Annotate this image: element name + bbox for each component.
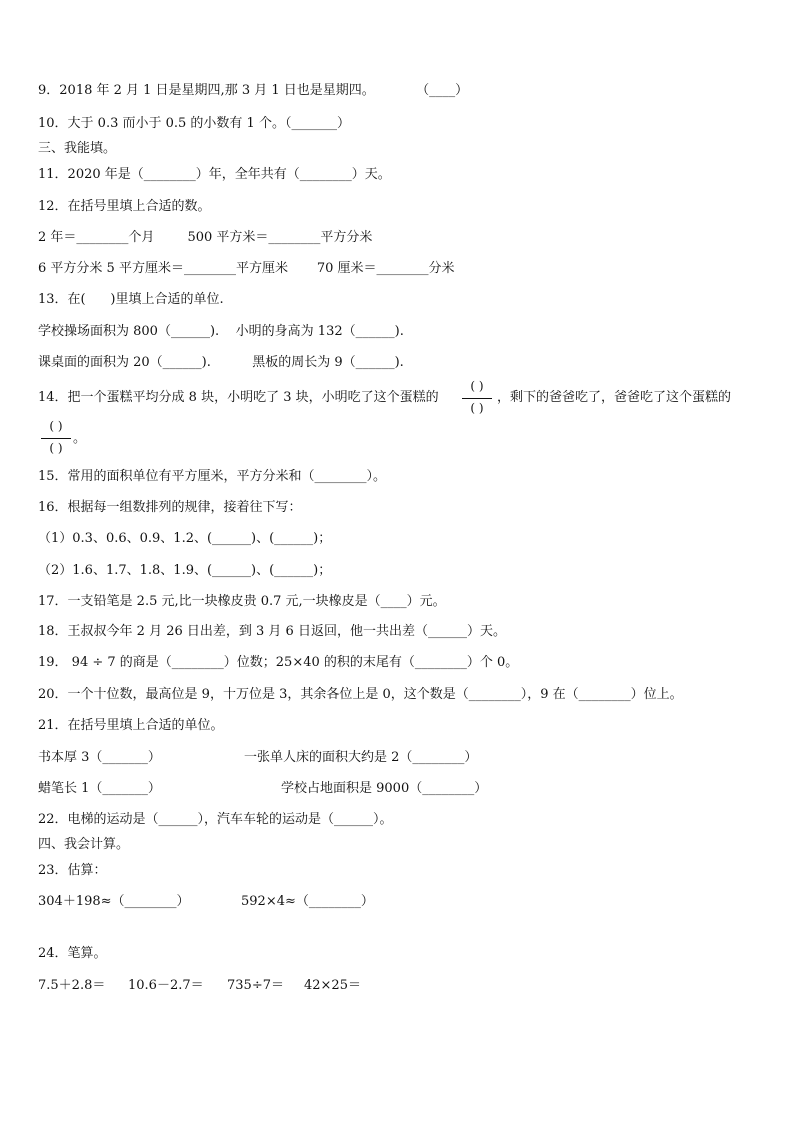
question-22: 22．电梯的运动是（______），汽车车轮的运动是（______）。 bbox=[38, 812, 393, 827]
question-24-item-c: 735÷7＝ bbox=[227, 978, 284, 993]
question-17: 17．一支铅笔是 2.5 元,比一块橡皮贵 0.7 元,一块橡皮是（____）元。 bbox=[38, 594, 446, 609]
fraction-denominator: ( ) bbox=[49, 441, 63, 455]
fraction-denominator: ( ) bbox=[470, 401, 484, 415]
question-14-text-part2: ，剩下的爸爸吃了，爸爸吃了这个蛋糕的 bbox=[497, 390, 732, 405]
fraction-numerator: ( ) bbox=[49, 419, 63, 433]
question-10: 10．大于 0.3 而小于 0.5 的小数有 1 个。（_______） bbox=[38, 116, 350, 131]
question-16-line-1: （1）0.3、0.6、0.9、1.2、(______)、(______)； bbox=[38, 531, 332, 546]
question-9: 9．2018 年 2 月 1 日是星期四,那 3 月 1 日也是星期四。 （____） bbox=[38, 83, 469, 98]
question-23: 23．估算： bbox=[38, 863, 107, 878]
fraction-bar bbox=[41, 438, 71, 439]
question-12-line-b: 6 平方分米 5 平方厘米＝________平方厘米 70 厘米＝________分米 bbox=[38, 261, 455, 276]
section-4-heading: 四、我会计算。 bbox=[38, 837, 130, 852]
question-14-text-part1: 14．把一个蛋糕平均分成 8 块，小明吃了 3 块，小明吃了这个蛋糕的 bbox=[38, 390, 439, 405]
section-3-heading: 三、我能填。 bbox=[38, 141, 117, 156]
question-16: 16．根据每一组数排列的规律，接着往下写： bbox=[38, 500, 302, 515]
question-12: 12．在括号里填上合适的数。 bbox=[38, 199, 211, 214]
question-13: 13．在( )里填上合适的单位. bbox=[38, 292, 224, 307]
fraction-blank-1 bbox=[461, 379, 493, 419]
question-13-line-a: 学校操场面积为 800（______). 小明的身高为 132（______). bbox=[38, 324, 404, 339]
question-16-line-2: （2）1.6、1.7、1.8、1.9、(______)、(______)； bbox=[38, 563, 332, 578]
question-23-item-a: 304＋198≈（________） bbox=[38, 894, 190, 909]
question-12-line-a: 2 年＝________个月 500 平方米＝________平方分米 bbox=[38, 230, 373, 245]
fraction-bar bbox=[462, 398, 492, 399]
question-19: 19． 94 ÷ 7 的商是（________）位数；25×40 的积的末尾有（________）个 0。 bbox=[38, 655, 519, 670]
fraction-numerator: ( ) bbox=[470, 379, 484, 393]
question-18: 18．王叔叔今年 2 月 26 日出差，到 3 月 6 日返回，他一共出差（______）天。 bbox=[38, 624, 506, 639]
question-24-item-d: 42×25＝ bbox=[304, 978, 361, 993]
question-21-item-c: 蜡笔长 1（_______） bbox=[38, 781, 161, 796]
question-24-item-b: 10.6－2.7＝ bbox=[128, 978, 204, 993]
question-21-item-b: 一张单人床的面积大约是 2（________） bbox=[244, 750, 478, 765]
question-23-item-b: 592×4≈（________） bbox=[241, 894, 374, 909]
question-11: 11．2020 年是（________）年，全年共有（________）天。 bbox=[38, 167, 391, 182]
question-14-end: 。 bbox=[73, 431, 87, 446]
question-21: 21．在括号里填上合适的单位。 bbox=[38, 718, 224, 733]
question-21-item-a: 书本厚 3（_______） bbox=[38, 750, 161, 765]
question-13-line-b: 课桌面的面积为 20（______). 黑板的周长为 9（______). bbox=[38, 355, 404, 370]
fraction-blank-2 bbox=[40, 419, 72, 459]
question-24: 24．笔算。 bbox=[38, 946, 107, 961]
question-20: 20．一个十位数，最高位是 9，十万位是 3，其余各位上是 0，这个数是（________），9 在（________）位上。 bbox=[38, 687, 683, 702]
question-24-item-a: 7.5＋2.8＝ bbox=[38, 978, 106, 993]
question-15: 15．常用的面积单位有平方厘米，平方分米和（________）。 bbox=[38, 469, 387, 484]
question-21-item-d: 学校占地面积是 9000（________） bbox=[281, 781, 488, 796]
